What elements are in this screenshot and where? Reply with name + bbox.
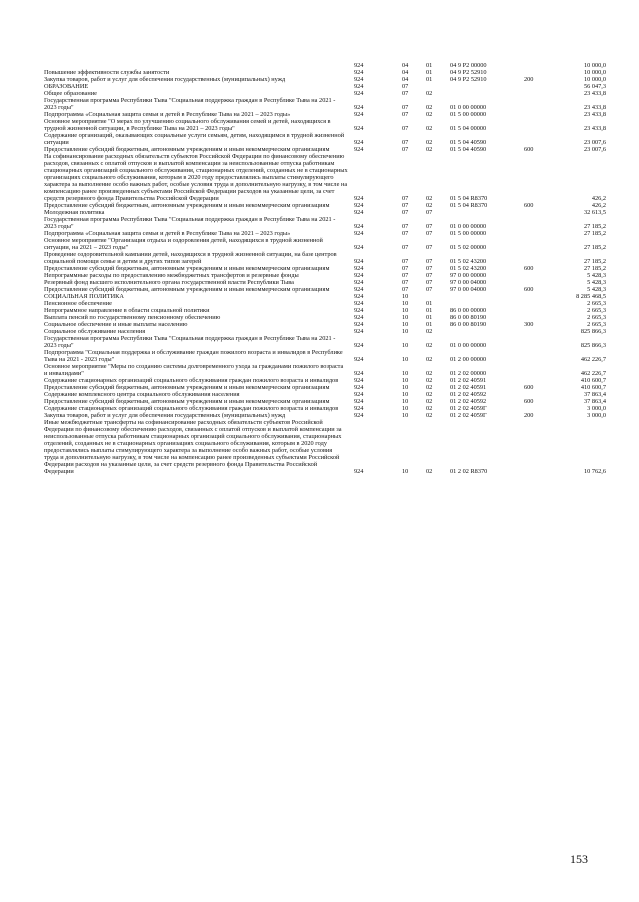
row-expense-type-code: [524, 62, 556, 69]
row-name: Проведение оздоровительной кампании детей, находящихся в трудной жизненной ситуации, на базе центров социальной помощи семье и детям и других типов загерей: [44, 251, 337, 265]
row-subsection-code: 02: [426, 195, 433, 202]
table-row: [44, 230, 606, 237]
row-section-code: 10: [402, 384, 409, 391]
row-amount: 37 863,4: [583, 398, 606, 405]
row-expense-type-code: [524, 279, 556, 286]
row-section-code: 04: [402, 69, 409, 76]
row-ved-code: 924: [354, 300, 364, 307]
table-row: [44, 251, 606, 265]
row-expense-type-code: [524, 230, 556, 237]
row-subsection-code: 07: [426, 230, 433, 237]
row-section-code: 07: [402, 104, 409, 111]
row-ved-code: 924: [354, 321, 364, 328]
row-target-article-code: 86 0 00 80190: [450, 314, 487, 321]
row-subsection-code: 07: [426, 244, 433, 251]
row-name: Предоставление субсидий бюджетным, автономным учреждениям и иным некоммерческим организациям: [44, 286, 330, 293]
row-target-article-code: [450, 83, 524, 90]
row-subsection-code: 01: [426, 314, 433, 321]
row-name: Предоставление субсидий бюджетным, автономным учреждениям и иным некоммерческим организациям: [44, 146, 330, 153]
row-subsection-code: 01: [426, 321, 433, 328]
row-amount: 37 863,4: [583, 391, 606, 398]
row-target-article-code: 01 5 02 00000: [450, 244, 487, 251]
row-ved-code: 924: [354, 69, 364, 76]
row-name: Предоставление субсидий бюджетным, автономным учреждениям и иным некоммерческим организациям: [44, 398, 330, 405]
row-amount: 27 185,2: [583, 258, 606, 265]
row-section-code: 07: [402, 195, 409, 202]
row-target-article-code: 01 0 00 00000: [450, 342, 487, 349]
row-expense-type-code: [524, 111, 556, 118]
row-amount: 2 665,3: [587, 307, 606, 314]
row-subsection-code: 01: [426, 307, 433, 314]
row-subsection-code: 07: [426, 279, 433, 286]
row-amount: 5 428,3: [587, 272, 606, 279]
row-section-code: 10: [402, 314, 409, 321]
row-amount: 27 185,2: [583, 244, 606, 251]
row-section-code: 04: [402, 76, 409, 83]
row-amount: 23 007,6: [583, 146, 606, 153]
table-row: [44, 237, 606, 251]
row-subsection-code: 07: [426, 209, 433, 216]
row-ved-code: 924: [354, 405, 364, 412]
budget-table-body: [44, 62, 606, 475]
row-section-code: 04: [402, 62, 409, 69]
row-subsection-code: 07: [426, 223, 433, 230]
row-target-article-code: 01 5 04 00000: [450, 125, 487, 132]
row-ved-code: 924: [354, 230, 364, 237]
row-target-article-code: 01 2 02 40591: [450, 384, 487, 391]
table-row: [44, 153, 606, 202]
table-row: [44, 76, 606, 83]
row-expense-type-code: [524, 300, 556, 307]
row-section-code: 10: [402, 356, 409, 363]
row-target-article-code: 86 0 00 00000: [450, 307, 487, 314]
table-row: [44, 62, 606, 69]
row-ved-code: 924: [354, 125, 364, 132]
row-amount: 3 000,0: [587, 412, 606, 419]
row-subsection-code: 02: [426, 468, 433, 475]
row-section-code: 07: [402, 223, 409, 230]
row-ved-code: 924: [354, 391, 364, 398]
row-amount: 23 433,8: [583, 104, 606, 111]
row-amount: 2 665,3: [587, 314, 606, 321]
row-section-code: 07: [402, 258, 409, 265]
row-subsection-code: [426, 83, 450, 90]
row-expense-type-code: [524, 391, 556, 398]
row-section-code: 10: [402, 405, 409, 412]
row-subsection-code: 07: [426, 286, 433, 293]
row-ved-code: 924: [354, 370, 364, 377]
row-target-article-code: [450, 328, 524, 335]
row-amount: 23 007,6: [583, 139, 606, 146]
table-row: [44, 83, 606, 90]
row-amount: 462 226,7: [580, 370, 606, 377]
budget-table: [44, 62, 606, 475]
row-expense-type-code: [524, 363, 556, 377]
table-row: [44, 307, 606, 314]
row-ved-code: 924: [354, 279, 364, 286]
row-target-article-code: [450, 300, 524, 307]
row-target-article-code: 01 2 02 00000: [450, 370, 487, 377]
row-section-code: 10: [402, 300, 409, 307]
page-number: 153: [570, 852, 588, 866]
row-amount: 27 185,2: [583, 265, 606, 272]
row-target-article-code: 01 5 00 00000: [450, 111, 487, 118]
row-amount: 32 613,5: [583, 209, 606, 216]
row-section-code: 10: [402, 377, 409, 384]
row-name: Иные межбюджетные трансферты на софинансирование расходных обязательств субъектов Российской Федерации по финансовому обеспечению расходов, связанных с оплатой отпусков и выплатой компенсации за неиспользованные отпуска работникам стационарных организаций социального обслуживания, стационарных отделений, созданных не в стационарных организациях социального обслуживания, которым в 2020 году предоставлялись выплаты стимулирующего характера за выполнение особо важных работ, особые условия труда и дополнительную нагрузку, в том числе на компенсацию ранее произведенных субъектами Российской Федерации расходов на указанные цели, за счет средств резервного фонда Правительства Российской Федерации: [44, 419, 342, 475]
row-target-article-code: 01 2 02 40592: [450, 398, 487, 405]
row-subsection-code: 02: [426, 377, 433, 384]
row-target-article-code: [450, 209, 524, 216]
row-target-article-code: 04 9 Р2 00000: [450, 62, 487, 69]
row-expense-type-code: 600: [524, 384, 534, 391]
table-row: [44, 363, 606, 377]
row-amount: 56 047,3: [583, 83, 606, 90]
row-name: Непрограммное направление в области социальной политики: [44, 307, 210, 314]
row-ved-code: 924: [354, 258, 364, 265]
row-section-code: 07: [402, 230, 409, 237]
row-ved-code: 924: [354, 195, 364, 202]
row-subsection-code: 02: [426, 146, 433, 153]
row-name: Резервный фонд высшего исполнительного органа государственной власти Республики Тыва: [44, 279, 294, 286]
row-amount: 825 866,3: [580, 342, 606, 349]
row-ved-code: 924: [354, 356, 364, 363]
row-expense-type-code: [524, 328, 556, 335]
row-expense-type-code: [524, 307, 556, 314]
row-section-code: 07: [402, 279, 409, 286]
row-name: Подпрограмма "Социальная поддержка и обслуживание граждан пожилого возраста и инвалидов в Республике Тыва на 2021 - 2023 годы": [44, 349, 343, 363]
row-name: [44, 62, 354, 69]
row-target-article-code: 01 5 02 43200: [450, 258, 487, 265]
row-target-article-code: 01 5 04 R8370: [450, 202, 488, 209]
row-name: Государственная программа Республики Тыва "Социальная поддержка граждан в Республике Тыва на 2021 - 2023 годы": [44, 97, 336, 111]
table-row: [44, 293, 606, 300]
row-amount: 8 285 468,5: [576, 293, 606, 300]
row-target-article-code: 01 0 00 00000: [450, 104, 487, 111]
row-name: Предоставление субсидий бюджетным, автономным учреждениям и иным некоммерческим организациям: [44, 265, 330, 272]
row-expense-type-code: [524, 237, 556, 251]
row-expense-type-code: [524, 349, 556, 363]
row-name: СОЦИАЛЬНАЯ ПОЛИТИКА: [44, 293, 124, 300]
table-row: [44, 412, 606, 419]
row-target-article-code: 01 5 04 40590: [450, 139, 487, 146]
row-expense-type-code: [524, 419, 556, 475]
table-row: [44, 118, 606, 132]
table-row: [44, 279, 606, 286]
row-subsection-code: [426, 293, 450, 300]
table-row: [44, 398, 606, 405]
row-target-article-code: 01 2 02 40591: [450, 377, 487, 384]
row-ved-code: 924: [354, 76, 364, 83]
row-subsection-code: 02: [426, 391, 433, 398]
row-name: Подпрограмма «Социальная защита семьи и детей в Республике Тыва на 2021 – 2023 годы»: [44, 230, 291, 237]
row-ved-code: 924: [354, 398, 364, 405]
row-name: Основное мероприятие "Организация отдыха и оздоровления детей, находящихся в трудной жизненной ситуации, на 2021 – 2023 годы": [44, 237, 323, 251]
row-amount: 410 600,7: [580, 384, 606, 391]
row-expense-type-code: [524, 97, 556, 111]
row-name: Государственная программа Республики Тыва "Социальная поддержка граждан в Республике Тыва на 2021 - 2023 годы": [44, 216, 336, 230]
row-ved-code: 924: [354, 111, 364, 118]
row-expense-type-code: [524, 377, 556, 384]
row-amount: 10 000,0: [583, 76, 606, 83]
row-section-code: 07: [402, 272, 409, 279]
row-ved-code: 924: [354, 139, 364, 146]
row-section-code: 07: [402, 209, 409, 216]
row-target-article-code: [450, 293, 524, 300]
row-section-code: 10: [402, 307, 409, 314]
row-subsection-code: 02: [426, 104, 433, 111]
row-subsection-code: 02: [426, 125, 433, 132]
row-name: Общее образование: [44, 90, 97, 97]
row-target-article-code: 04 9 Р2 52910: [450, 69, 487, 76]
row-section-code: 10: [402, 412, 409, 419]
row-amount: 10 000,0: [583, 69, 606, 76]
row-target-article-code: 04 9 Р2 52910: [450, 76, 487, 83]
table-row: [44, 405, 606, 412]
table-row: [44, 335, 606, 349]
row-target-article-code: 01 2 02 40592: [450, 391, 487, 398]
row-amount: 462 226,7: [580, 356, 606, 363]
row-name: Пенсионное обеспечение: [44, 300, 112, 307]
row-subsection-code: 02: [426, 356, 433, 363]
row-name: Выплата пенсий по государственному пенсионному обеспечению: [44, 314, 221, 321]
row-expense-type-code: [524, 153, 556, 202]
row-target-article-code: [450, 90, 524, 97]
row-expense-type-code: [524, 251, 556, 265]
row-amount: 23 433,8: [583, 111, 606, 118]
row-section-code: 10: [402, 328, 409, 335]
row-expense-type-code: 600: [524, 398, 534, 405]
table-row: [44, 286, 606, 293]
row-section-code: 07: [402, 90, 409, 97]
row-ved-code: 924: [354, 293, 364, 300]
row-amount: 2 665,3: [587, 300, 606, 307]
row-amount: 27 185,2: [583, 230, 606, 237]
row-target-article-code: 01 0 00 00000: [450, 223, 487, 230]
row-expense-type-code: 600: [524, 286, 534, 293]
row-section-code: 10: [402, 342, 409, 349]
row-amount: 3 000,0: [587, 405, 606, 412]
row-target-article-code: 86 0 00 80190: [450, 321, 487, 328]
row-amount: 23 433,8: [583, 125, 606, 132]
row-name: Содержание комплексного центра социального обслуживания населения: [44, 391, 240, 398]
row-name: На софинансирование расходных обязательств субъектов Российской Федерации по финансовому обеспечению расходов, связанных с оплатой отпусков и выплатой компенсации за неиспользованные отпуска работникам стационарных организаций социального обслуживания, стационарных отделений, созданных не в стационарных организациях социального обслуживания, которым в 2020 году предоставлялись выплаты стимулирующего характера за выполнение особо важных работ, особые условия труда и дополнительную нагрузку, в том числе на компенсацию ранее произведенных субъектами Российской Федерации расходов на указанные цели, за счет средств резервного фонда Правительства Российской Федерации: [44, 153, 348, 202]
row-name: Предоставление субсидий бюджетным, автономным учреждениям и иным некоммерческим организациям: [44, 202, 330, 209]
row-expense-type-code: [524, 118, 556, 132]
row-target-article-code: 01 2 02 4059Г: [450, 405, 487, 412]
row-section-code: 07: [402, 202, 409, 209]
row-subsection-code: 02: [426, 342, 433, 349]
row-ved-code: 924: [354, 328, 364, 335]
row-section-code: 07: [402, 83, 409, 90]
row-section-code: 10: [402, 293, 409, 300]
row-expense-type-code: [524, 314, 556, 321]
row-expense-type-code: [524, 216, 556, 230]
row-subsection-code: 01: [426, 62, 433, 69]
row-subsection-code: 02: [426, 412, 433, 419]
row-ved-code: 924: [354, 265, 364, 272]
row-subsection-code: 02: [426, 139, 433, 146]
row-subsection-code: 02: [426, 111, 433, 118]
table-row: [44, 132, 606, 146]
row-expense-type-code: 600: [524, 202, 534, 209]
row-expense-type-code: 200: [524, 76, 534, 83]
row-section-code: 10: [402, 468, 409, 475]
row-name: Государственная программа Республики Тыва "Социальная поддержка граждан в Республике Тыва на 2021 - 2023 годы": [44, 335, 336, 349]
row-ved-code: 924: [354, 314, 364, 321]
row-expense-type-code: [524, 335, 556, 349]
row-expense-type-code: 300: [524, 321, 534, 328]
row-name: Закупка товаров, работ и услуг для обеспечения государственных (муниципальных) нужд: [44, 412, 286, 419]
row-expense-type-code: [524, 132, 556, 146]
table-row: [44, 300, 606, 307]
row-ved-code: 924: [354, 209, 364, 216]
row-expense-type-code: [524, 69, 556, 76]
row-target-article-code: 01 5 04 40590: [450, 146, 487, 153]
row-subsection-code: 02: [426, 202, 433, 209]
row-amount: 410 600,7: [580, 377, 606, 384]
row-amount: 825 866,3: [580, 328, 606, 335]
row-ved-code: 924: [354, 342, 364, 349]
row-ved-code: 924: [354, 377, 364, 384]
row-section-code: 07: [402, 146, 409, 153]
row-expense-type-code: 600: [524, 265, 534, 272]
table-row: [44, 391, 606, 398]
row-ved-code: 924: [354, 412, 364, 419]
row-amount: 5 428,3: [587, 279, 606, 286]
row-section-code: 07: [402, 111, 409, 118]
row-amount: 10 762,6: [583, 468, 606, 475]
row-expense-type-code: 200: [524, 412, 534, 419]
table-row: [44, 384, 606, 391]
row-name: Повышение эффективности службы занятости: [44, 69, 170, 76]
row-name: Содержание стационарных организаций социального обслуживания граждан пожилого возраста и инвалидов: [44, 377, 339, 384]
row-subsection-code: 07: [426, 272, 433, 279]
row-section-code: 10: [402, 321, 409, 328]
row-ved-code: 924: [354, 62, 364, 69]
row-expense-type-code: [524, 405, 556, 412]
row-target-article-code: 97 0 00 04000: [450, 286, 487, 293]
row-amount: 426,2: [591, 202, 606, 209]
table-row: [44, 377, 606, 384]
row-section-code: 10: [402, 370, 409, 377]
row-ved-code: 924: [354, 202, 364, 209]
row-name: Содержание стационарных организаций социального обслуживания граждан пожилого возраста и инвалидов: [44, 405, 339, 412]
row-section-code: 10: [402, 398, 409, 405]
table-row: [44, 328, 606, 335]
row-subsection-code: 07: [426, 258, 433, 265]
row-name: Основное мероприятие "Меры по созданию системы долговременного ухода за гражданами пожилого возраста и инвалидами": [44, 363, 344, 377]
table-row: [44, 111, 606, 118]
row-ved-code: 924: [354, 146, 364, 153]
row-subsection-code: 01: [426, 76, 433, 83]
table-row: [44, 265, 606, 272]
row-target-article-code: 01 2 02 4059Г: [450, 412, 487, 419]
table-row: [44, 272, 606, 279]
row-target-article-code: 01 5 02 43200: [450, 265, 487, 272]
row-ved-code: 924: [354, 83, 364, 90]
table-row: [44, 90, 606, 97]
row-subsection-code: 02: [426, 370, 433, 377]
row-ved-code: 924: [354, 286, 364, 293]
row-section-code: 07: [402, 125, 409, 132]
table-row: [44, 216, 606, 230]
row-subsection-code: 07: [426, 265, 433, 272]
row-expense-type-code: [524, 90, 556, 97]
row-subsection-code: 01: [426, 300, 433, 307]
row-section-code: 07: [402, 265, 409, 272]
row-subsection-code: 02: [426, 405, 433, 412]
table-row: [44, 69, 606, 76]
row-target-article-code: 97 0 00 00000: [450, 272, 487, 279]
row-subsection-code: 01: [426, 69, 433, 76]
row-subsection-code: 02: [426, 90, 433, 97]
row-target-article-code: 97 0 00 04000: [450, 279, 487, 286]
row-ved-code: 924: [354, 90, 364, 97]
row-section-code: 10: [402, 391, 409, 398]
table-row: [44, 209, 606, 216]
row-subsection-code: 02: [426, 384, 433, 391]
row-subsection-code: 02: [426, 328, 433, 335]
row-target-article-code: 01 2 02 R8370: [450, 468, 488, 475]
table-row: [44, 97, 606, 111]
row-target-article-code: 01 2 00 00000: [450, 356, 487, 363]
row-ved-code: 924: [354, 244, 364, 251]
row-name: Закупка товаров, работ и услуг для обеспечения государственных (муниципальных) нужд: [44, 76, 286, 83]
row-amount: 27 185,2: [583, 223, 606, 230]
row-amount: 5 428,3: [587, 286, 606, 293]
row-amount: 2 665,3: [587, 321, 606, 328]
table-row: [44, 202, 606, 209]
row-section-code: 07: [402, 244, 409, 251]
row-name: Непрограммные расходы по предоставлению межбюджетных трансфертов и резервные фонды: [44, 272, 299, 279]
table-row: [44, 146, 606, 153]
table-row: [44, 314, 606, 321]
row-amount: 426,2: [591, 195, 606, 202]
table-row: [44, 419, 606, 475]
row-name: Социальное обеспечение и иные выплаты населению: [44, 321, 188, 328]
row-name: Основное мероприятие "О мерах по улучшению социального обслуживания семей и детей, находящихся в трудной жизненной ситуации, в Республике Тыва на 2021 – 2023 годы": [44, 118, 331, 132]
row-target-article-code: 01 5 00 00000: [450, 230, 487, 237]
table-row: [44, 349, 606, 363]
row-name: Предоставление субсидий бюджетным, автономным учреждениям и иным некоммерческим организациям: [44, 384, 330, 391]
row-ved-code: 924: [354, 104, 364, 111]
row-section-code: 07: [402, 139, 409, 146]
row-ved-code: 924: [354, 272, 364, 279]
row-expense-type-code: [524, 209, 556, 216]
row-name: Молодежная политика: [44, 209, 105, 216]
row-expense-type-code: 600: [524, 146, 534, 153]
row-target-article-code: 01 5 04 R8370: [450, 195, 488, 202]
row-amount: 10 000,0: [583, 62, 606, 69]
row-expense-type-code: [524, 293, 556, 300]
row-name: Подпрограмма «Социальная защита семьи и детей в Республике Тыва на 2021 – 2023 годы»: [44, 111, 291, 118]
row-name: Социальное обслуживание населения: [44, 328, 146, 335]
row-ved-code: 924: [354, 223, 364, 230]
row-amount: 23 433,8: [583, 90, 606, 97]
row-expense-type-code: [524, 83, 556, 90]
row-ved-code: 924: [354, 307, 364, 314]
table-row: [44, 321, 606, 328]
row-name: Содержание организаций, оказывающих социальные услуги семьям, детям, находящимся в трудной жизненной ситуации: [44, 132, 345, 146]
row-ved-code: 924: [354, 384, 364, 391]
row-name: ОБРАЗОВАНИЕ: [44, 83, 89, 90]
row-section-code: 07: [402, 286, 409, 293]
row-expense-type-code: [524, 272, 556, 279]
row-ved-code: 924: [354, 468, 364, 475]
row-subsection-code: 02: [426, 398, 433, 405]
